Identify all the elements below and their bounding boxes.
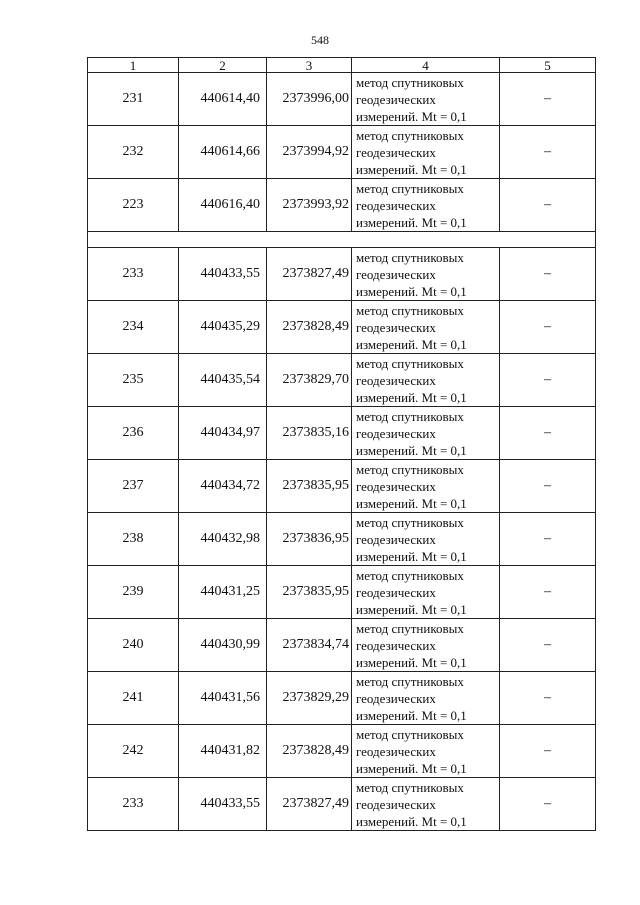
y-coordinate-cell: 2373834,74 — [267, 619, 352, 672]
point-number-cell: 232 — [88, 126, 179, 179]
method-cell: метод спутниковых геодезических измерений. Mt = 0,1 — [352, 354, 500, 407]
separator-row — [88, 232, 596, 248]
header-col-1: 1 — [88, 58, 179, 73]
method-cell: метод спутниковых геодезических измерений. Mt = 0,1 — [352, 407, 500, 460]
table-row — [88, 354, 596, 407]
method-cell: метод спутниковых геодезических измерений. Mt = 0,1 — [352, 460, 500, 513]
point-number-cell: 239 — [88, 566, 179, 619]
note-cell: – — [500, 566, 596, 619]
y-coordinate-cell: 2373827,49 — [267, 778, 352, 831]
note-cell: – — [500, 354, 596, 407]
y-coordinate-cell: 2373836,95 — [267, 513, 352, 566]
note-cell: – — [500, 778, 596, 831]
y-coordinate-cell: 2373835,16 — [267, 407, 352, 460]
point-number-cell: 240 — [88, 619, 179, 672]
point-number-cell: 241 — [88, 672, 179, 725]
point-number-cell: 233 — [88, 248, 179, 301]
table-row — [88, 460, 596, 513]
point-number-cell: 242 — [88, 725, 179, 778]
point-number-cell: 233 — [88, 778, 179, 831]
method-cell: метод спутниковых геодезических измерений. Mt = 0,1 — [352, 513, 500, 566]
x-coordinate-cell: 440616,40 — [179, 179, 267, 232]
table-row — [88, 248, 596, 301]
table-row — [88, 566, 596, 619]
x-coordinate-cell: 440431,56 — [179, 672, 267, 725]
note-cell: – — [500, 179, 596, 232]
method-cell: метод спутниковых геодезических измерений. Mt = 0,1 — [352, 126, 500, 179]
x-coordinate-cell: 440435,29 — [179, 301, 267, 354]
method-cell: метод спутниковых геодезических измерений. Mt = 0,1 — [352, 778, 500, 831]
header-col-4: 4 — [352, 58, 500, 73]
table-row — [88, 778, 596, 831]
note-cell: – — [500, 126, 596, 179]
y-coordinate-cell: 2373835,95 — [267, 460, 352, 513]
x-coordinate-cell: 440434,97 — [179, 407, 267, 460]
x-coordinate-cell: 440434,72 — [179, 460, 267, 513]
note-cell: – — [500, 513, 596, 566]
table-row — [88, 301, 596, 354]
y-coordinate-cell: 2373993,92 — [267, 179, 352, 232]
x-coordinate-cell: 440433,55 — [179, 778, 267, 831]
point-number-cell: 238 — [88, 513, 179, 566]
x-coordinate-cell: 440433,55 — [179, 248, 267, 301]
table-row — [88, 513, 596, 566]
header-col-5: 5 — [500, 58, 596, 73]
method-cell: метод спутниковых геодезических измерений. Mt = 0,1 — [352, 566, 500, 619]
note-cell: – — [500, 248, 596, 301]
method-cell: метод спутниковых геодезических измерений. Mt = 0,1 — [352, 619, 500, 672]
separator-cell — [88, 232, 596, 248]
point-number-cell: 235 — [88, 354, 179, 407]
x-coordinate-cell: 440435,54 — [179, 354, 267, 407]
table-row — [88, 407, 596, 460]
point-number-cell: 234 — [88, 301, 179, 354]
method-cell: метод спутниковых геодезических измерений. Mt = 0,1 — [352, 301, 500, 354]
table-row — [88, 619, 596, 672]
y-coordinate-cell: 2373835,95 — [267, 566, 352, 619]
method-cell: метод спутниковых геодезических измерений. Mt = 0,1 — [352, 248, 500, 301]
y-coordinate-cell: 2373994,92 — [267, 126, 352, 179]
header-col-2: 2 — [179, 58, 267, 73]
x-coordinate-cell: 440614,40 — [179, 73, 267, 126]
page-number: 548 — [311, 33, 329, 47]
y-coordinate-cell: 2373996,00 — [267, 73, 352, 126]
x-coordinate-cell: 440430,99 — [179, 619, 267, 672]
note-cell: – — [500, 460, 596, 513]
table-row — [88, 73, 596, 126]
coordinates-table — [87, 57, 596, 831]
table-row — [88, 672, 596, 725]
x-coordinate-cell: 440614,66 — [179, 126, 267, 179]
table-row — [88, 179, 596, 232]
method-cell: метод спутниковых геодезических измерений. Mt = 0,1 — [352, 73, 500, 126]
table-header-row — [88, 58, 596, 73]
method-cell: метод спутниковых геодезических измерений. Mt = 0,1 — [352, 725, 500, 778]
y-coordinate-cell: 2373829,29 — [267, 672, 352, 725]
coordinates-table-body — [88, 58, 596, 831]
x-coordinate-cell: 440431,82 — [179, 725, 267, 778]
note-cell: – — [500, 672, 596, 725]
point-number-cell: 231 — [88, 73, 179, 126]
note-cell: – — [500, 407, 596, 460]
note-cell: – — [500, 619, 596, 672]
point-number-cell: 237 — [88, 460, 179, 513]
note-cell: – — [500, 725, 596, 778]
method-cell: метод спутниковых геодезических измерений. Mt = 0,1 — [352, 672, 500, 725]
table-row — [88, 725, 596, 778]
note-cell: – — [500, 73, 596, 126]
header-col-3: 3 — [267, 58, 352, 73]
y-coordinate-cell: 2373829,70 — [267, 354, 352, 407]
method-cell: метод спутниковых геодезических измерений. Mt = 0,1 — [352, 179, 500, 232]
y-coordinate-cell: 2373828,49 — [267, 725, 352, 778]
note-cell: – — [500, 301, 596, 354]
table-row — [88, 126, 596, 179]
x-coordinate-cell: 440432,98 — [179, 513, 267, 566]
x-coordinate-cell: 440431,25 — [179, 566, 267, 619]
point-number-cell: 236 — [88, 407, 179, 460]
y-coordinate-cell: 2373828,49 — [267, 301, 352, 354]
y-coordinate-cell: 2373827,49 — [267, 248, 352, 301]
point-number-cell: 223 — [88, 179, 179, 232]
